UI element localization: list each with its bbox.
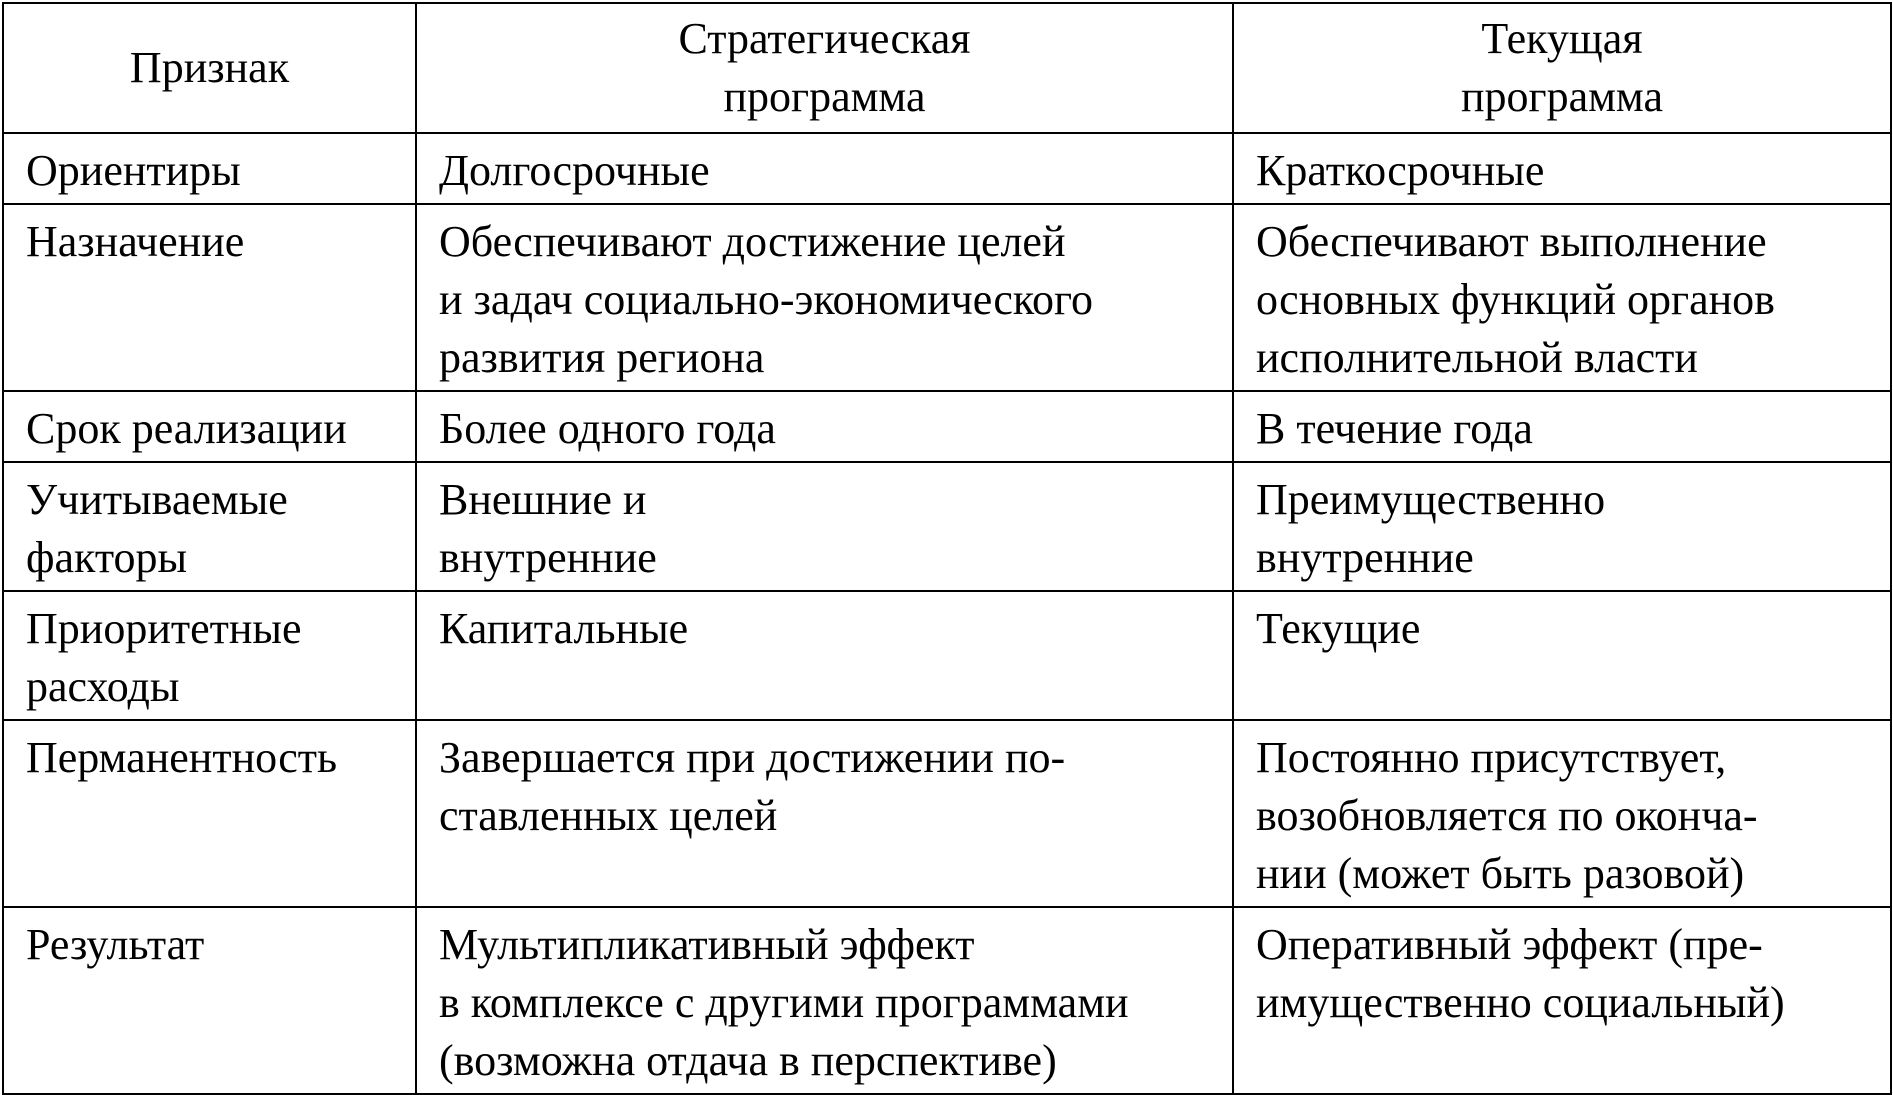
current-cell: Текущие: [1233, 591, 1891, 720]
row-label-cell: Учитываемые факторы: [3, 462, 416, 591]
table-row: [3, 204, 1891, 391]
row-label-cell: Назначение: [3, 204, 416, 391]
table-header-row: [3, 3, 1891, 133]
row-label-cell: Срок реализации: [3, 391, 416, 462]
current-cell: Оперативный эффект (пре- имущественно социальный): [1233, 907, 1891, 1094]
strategic-cell: Капитальные: [416, 591, 1233, 720]
strategic-cell: Долгосрочные: [416, 133, 1233, 204]
strategic-cell: Мультипликативный эффект в комплексе с другими программами (возможна отдача в перспективе): [416, 907, 1233, 1094]
row-label-cell: Результат: [3, 907, 416, 1094]
strategic-cell: Завершается при достижении по- ставленных целей: [416, 720, 1233, 907]
table-row: [3, 720, 1891, 907]
comparison-table: [2, 2, 1892, 1095]
strategic-cell: Обеспечивают достижение целей и задач социально-экономического развития региона: [416, 204, 1233, 391]
table-row: [3, 907, 1891, 1094]
header-cell-feature: Признак: [3, 3, 416, 133]
table-row: [3, 133, 1891, 204]
table-row: [3, 462, 1891, 591]
current-cell: Краткосрочные: [1233, 133, 1891, 204]
table-row: [3, 591, 1891, 720]
row-label-cell: Приоритетные расходы: [3, 591, 416, 720]
row-label-cell: Перманентность: [3, 720, 416, 907]
table-row: [3, 391, 1891, 462]
current-cell: Постоянно присутствует, возобновляется по оконча- нии (может быть разовой): [1233, 720, 1891, 907]
current-cell: Преимущественно внутренние: [1233, 462, 1891, 591]
current-cell: В течение года: [1233, 391, 1891, 462]
header-cell-strategic-program: Стратегическая программа: [416, 3, 1233, 133]
strategic-cell: Внешние и внутренние: [416, 462, 1233, 591]
row-label-cell: Ориентиры: [3, 133, 416, 204]
header-cell-current-program: Текущая программа: [1233, 3, 1891, 133]
current-cell: Обеспечивают выполнение основных функций органов исполнительной власти: [1233, 204, 1891, 391]
strategic-cell: Более одного года: [416, 391, 1233, 462]
